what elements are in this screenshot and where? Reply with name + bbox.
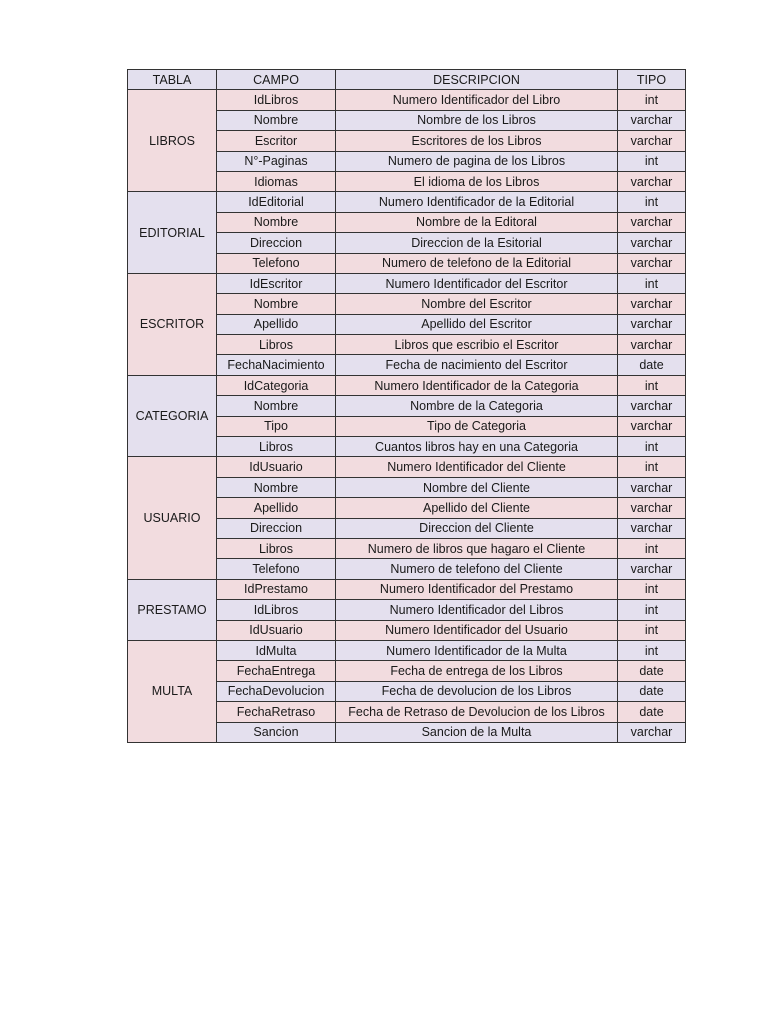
table-row bbox=[128, 192, 686, 212]
campo-cell: FechaEntrega bbox=[217, 661, 336, 681]
campo-cell: FechaDevolucion bbox=[217, 681, 336, 701]
tipo-cell: varchar bbox=[618, 559, 686, 579]
descripcion-cell: Numero Identificador de la Multa bbox=[336, 640, 618, 660]
campo-cell: IdEditorial bbox=[217, 192, 336, 212]
campo-cell: Nombre bbox=[217, 294, 336, 314]
tipo-cell: int bbox=[618, 640, 686, 660]
tipo-cell: int bbox=[618, 151, 686, 171]
table-body bbox=[128, 90, 686, 743]
descripcion-cell: Numero Identificador del Escritor bbox=[336, 273, 618, 293]
campo-cell: FechaNacimiento bbox=[217, 355, 336, 375]
campo-cell: Direccion bbox=[217, 233, 336, 253]
tipo-cell: int bbox=[618, 273, 686, 293]
campo-cell: Apellido bbox=[217, 498, 336, 518]
table-name-cell: LIBROS bbox=[128, 90, 217, 192]
campo-cell: IdEscritor bbox=[217, 273, 336, 293]
tipo-cell: date bbox=[618, 681, 686, 701]
descripcion-cell: Numero Identificador del Libro bbox=[336, 90, 618, 110]
tipo-cell: int bbox=[618, 579, 686, 599]
descripcion-cell: Numero Identificador del Usuario bbox=[336, 620, 618, 640]
tipo-cell: varchar bbox=[618, 110, 686, 130]
campo-cell: N°-Paginas bbox=[217, 151, 336, 171]
campo-cell: IdLibros bbox=[217, 600, 336, 620]
table-row bbox=[128, 375, 686, 395]
campo-cell: Sancion bbox=[217, 722, 336, 742]
campo-cell: Nombre bbox=[217, 110, 336, 130]
table-row bbox=[128, 90, 686, 110]
tipo-cell: date bbox=[618, 355, 686, 375]
tipo-cell: varchar bbox=[618, 477, 686, 497]
tipo-cell: varchar bbox=[618, 722, 686, 742]
table-name-cell: ESCRITOR bbox=[128, 273, 217, 375]
descripcion-cell: Apellido del Cliente bbox=[336, 498, 618, 518]
descripcion-cell: Numero Identificador del Prestamo bbox=[336, 579, 618, 599]
campo-cell: Libros bbox=[217, 437, 336, 457]
header-row bbox=[128, 70, 686, 90]
descripcion-cell: El idioma de los Libros bbox=[336, 171, 618, 191]
descripcion-cell: Numero Identificador de la Categoria bbox=[336, 375, 618, 395]
campo-cell: Tipo bbox=[217, 416, 336, 436]
descripcion-cell: Numero de pagina de los Libros bbox=[336, 151, 618, 171]
schema-table bbox=[127, 69, 686, 743]
campo-cell: Escritor bbox=[217, 131, 336, 151]
descripcion-cell: Escritores de los Libros bbox=[336, 131, 618, 151]
campo-cell: Nombre bbox=[217, 477, 336, 497]
descripcion-cell: Numero de telefono de la Editorial bbox=[336, 253, 618, 273]
descripcion-cell: Sancion de la Multa bbox=[336, 722, 618, 742]
tipo-cell: varchar bbox=[618, 314, 686, 334]
tipo-cell: int bbox=[618, 90, 686, 110]
campo-cell: Libros bbox=[217, 335, 336, 355]
campo-cell: IdCategoria bbox=[217, 375, 336, 395]
descripcion-cell: Numero de libros que hagaro el Cliente bbox=[336, 538, 618, 558]
campo-cell: IdUsuario bbox=[217, 620, 336, 640]
header-tabla: TABLA bbox=[128, 70, 217, 90]
header-tipo: TIPO bbox=[618, 70, 686, 90]
tipo-cell: int bbox=[618, 538, 686, 558]
header-campo: CAMPO bbox=[217, 70, 336, 90]
descripcion-cell: Fecha de devolucion de los Libros bbox=[336, 681, 618, 701]
descripcion-cell: Numero Identificador del Libros bbox=[336, 600, 618, 620]
campo-cell: Libros bbox=[217, 538, 336, 558]
tipo-cell: int bbox=[618, 192, 686, 212]
descripcion-cell: Cuantos libros hay en una Categoria bbox=[336, 437, 618, 457]
descripcion-cell: Libros que escribio el Escritor bbox=[336, 335, 618, 355]
campo-cell: Telefono bbox=[217, 559, 336, 579]
table-name-cell: USUARIO bbox=[128, 457, 217, 579]
campo-cell: Idiomas bbox=[217, 171, 336, 191]
campo-cell: IdUsuario bbox=[217, 457, 336, 477]
campo-cell: FechaRetraso bbox=[217, 702, 336, 722]
descripcion-cell: Nombre de los Libros bbox=[336, 110, 618, 130]
descripcion-cell: Apellido del Escritor bbox=[336, 314, 618, 334]
campo-cell: Nombre bbox=[217, 212, 336, 232]
tipo-cell: varchar bbox=[618, 518, 686, 538]
tipo-cell: varchar bbox=[618, 131, 686, 151]
tipo-cell: varchar bbox=[618, 253, 686, 273]
descripcion-cell: Direccion de la Esitorial bbox=[336, 233, 618, 253]
descripcion-cell: Nombre de la Categoria bbox=[336, 396, 618, 416]
tipo-cell: int bbox=[618, 457, 686, 477]
tipo-cell: int bbox=[618, 600, 686, 620]
tipo-cell: int bbox=[618, 437, 686, 457]
tipo-cell: varchar bbox=[618, 171, 686, 191]
table-row bbox=[128, 273, 686, 293]
descripcion-cell: Numero Identificador de la Editorial bbox=[336, 192, 618, 212]
table-name-cell: CATEGORIA bbox=[128, 375, 217, 457]
descripcion-cell: Tipo de Categoria bbox=[336, 416, 618, 436]
descripcion-cell: Numero Identificador del Cliente bbox=[336, 457, 618, 477]
campo-cell: Nombre bbox=[217, 396, 336, 416]
tipo-cell: int bbox=[618, 620, 686, 640]
descripcion-cell: Fecha de Retraso de Devolucion de los Libros bbox=[336, 702, 618, 722]
header-descripcion: DESCRIPCION bbox=[336, 70, 618, 90]
table-row bbox=[128, 640, 686, 660]
descripcion-cell: Fecha de nacimiento del Escritor bbox=[336, 355, 618, 375]
descripcion-cell: Nombre del Cliente bbox=[336, 477, 618, 497]
descripcion-cell: Nombre de la Editoral bbox=[336, 212, 618, 232]
tipo-cell: varchar bbox=[618, 416, 686, 436]
tipo-cell: varchar bbox=[618, 294, 686, 314]
tipo-cell: date bbox=[618, 661, 686, 681]
table-row bbox=[128, 457, 686, 477]
campo-cell: Apellido bbox=[217, 314, 336, 334]
campo-cell: Telefono bbox=[217, 253, 336, 273]
tipo-cell: varchar bbox=[618, 396, 686, 416]
descripcion-cell: Fecha de entrega de los Libros bbox=[336, 661, 618, 681]
descripcion-cell: Direccion del Cliente bbox=[336, 518, 618, 538]
descripcion-cell: Numero de telefono del Cliente bbox=[336, 559, 618, 579]
campo-cell: IdMulta bbox=[217, 640, 336, 660]
tipo-cell: varchar bbox=[618, 233, 686, 253]
campo-cell: IdLibros bbox=[217, 90, 336, 110]
table-header bbox=[128, 70, 686, 90]
descripcion-cell: Nombre del Escritor bbox=[336, 294, 618, 314]
tipo-cell: int bbox=[618, 375, 686, 395]
campo-cell: Direccion bbox=[217, 518, 336, 538]
campo-cell: IdPrestamo bbox=[217, 579, 336, 599]
table-name-cell: EDITORIAL bbox=[128, 192, 217, 274]
tipo-cell: varchar bbox=[618, 212, 686, 232]
table-name-cell: PRESTAMO bbox=[128, 579, 217, 640]
table-name-cell: MULTA bbox=[128, 640, 217, 742]
tipo-cell: varchar bbox=[618, 498, 686, 518]
table-row bbox=[128, 579, 686, 599]
tipo-cell: date bbox=[618, 702, 686, 722]
tipo-cell: varchar bbox=[618, 335, 686, 355]
